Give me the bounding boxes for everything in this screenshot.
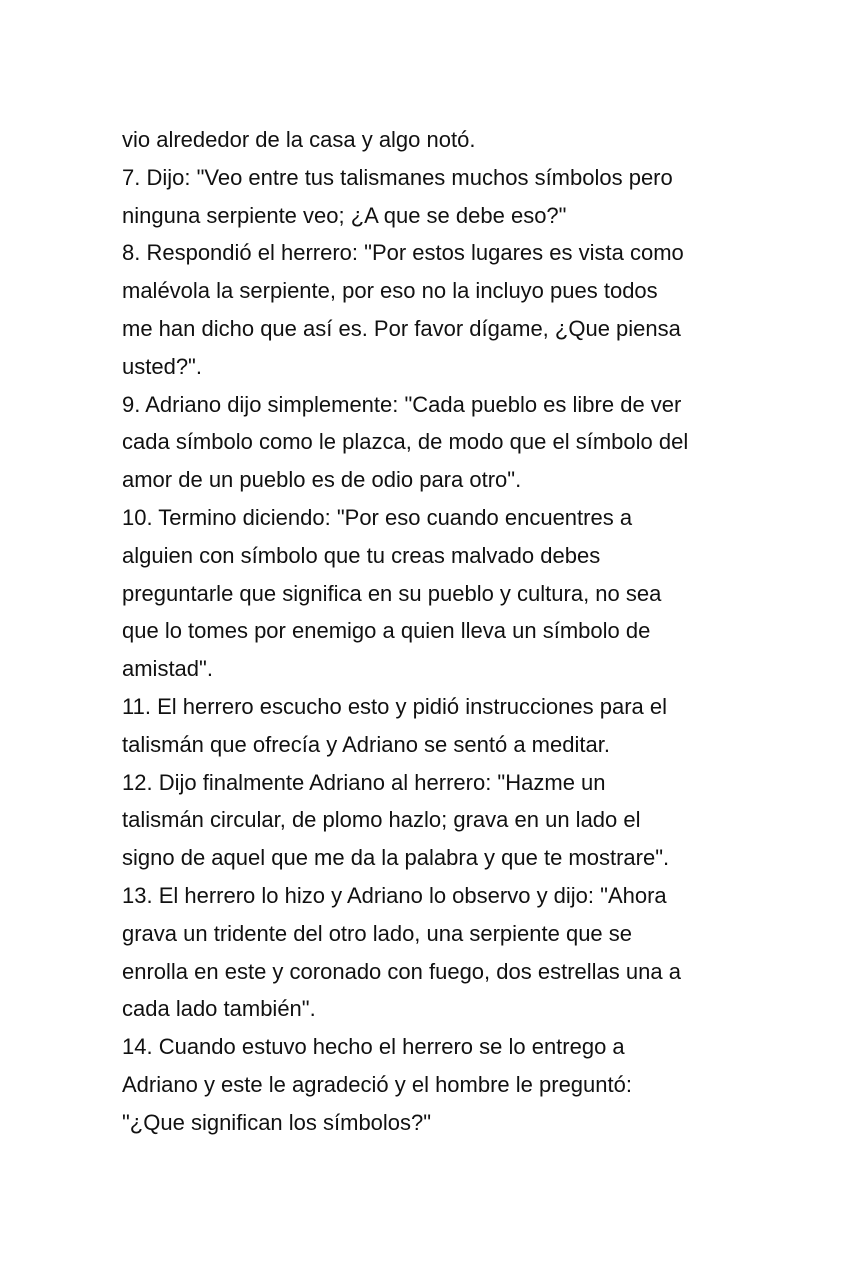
text-line: talismán que ofrecía y Adriano se sentó a meditar.: [122, 731, 610, 757]
text-line: 14. Cuando estuvo hecho el herrero se lo entrego a: [122, 1034, 625, 1060]
text-line: ninguna serpiente veo; ¿A que se debe eso?": [122, 202, 567, 228]
text-line: preguntarle que significa en su pueblo y cultura, no sea: [122, 580, 662, 606]
text-line: 7. Dijo: "Veo entre tus talismanes muchos símbolos pero: [122, 164, 673, 190]
text-line: alguien con símbolo que tu creas malvado debes: [122, 542, 601, 568]
text-line: amor de un pueblo es de odio para otro".: [122, 467, 522, 493]
text-line: que lo tomes por enemigo a quien lleva un símbolo de: [122, 618, 651, 644]
text-line: vio alrededor de la casa y algo notó.: [122, 127, 476, 152]
text-line: amistad".: [122, 656, 213, 682]
text-line: grava un tridente del otro lado, una serpiente que se: [122, 920, 633, 946]
body-text: [122, 121, 747, 1142]
text-line: 8. Respondió el herrero: "Por estos lugares es vista como: [122, 240, 684, 266]
text-line: talismán circular, de plomo hazlo; grava en un lado el: [122, 807, 641, 833]
text-line: "¿Que significan los símbolos?": [122, 1109, 432, 1135]
text-line: malévola la serpiente, por eso no la incluyo pues todos: [122, 278, 658, 304]
text-line: me han dicho que así es. Por favor dígame, ¿Que piensa: [122, 315, 681, 341]
text-line: cada símbolo como le plazca, de modo que el símbolo del: [122, 429, 689, 455]
text-line: Adriano y este le agradeció y el hombre le preguntó:: [122, 1071, 632, 1097]
text-line: 11. El herrero escucho esto y pidió instrucciones para el: [122, 693, 667, 719]
text-line: 12. Dijo finalmente Adriano al herrero: "Hazme un: [122, 769, 606, 795]
text-line: enrolla en este y coronado con fuego, dos estrellas una a: [122, 958, 681, 984]
text-line: usted?".: [122, 353, 202, 379]
text-line: 10. Termino diciendo: "Por eso cuando encuentres a: [122, 504, 633, 530]
text-line: 9. Adriano dijo simplemente: "Cada pueblo es libre de ver: [122, 391, 682, 417]
text-line: 13. El herrero lo hizo y Adriano lo observo y dijo: "Ahora: [122, 882, 667, 908]
text-line: cada lado también".: [122, 996, 316, 1022]
text-line: signo de aquel que me da la palabra y que te mostrare".: [122, 845, 670, 871]
